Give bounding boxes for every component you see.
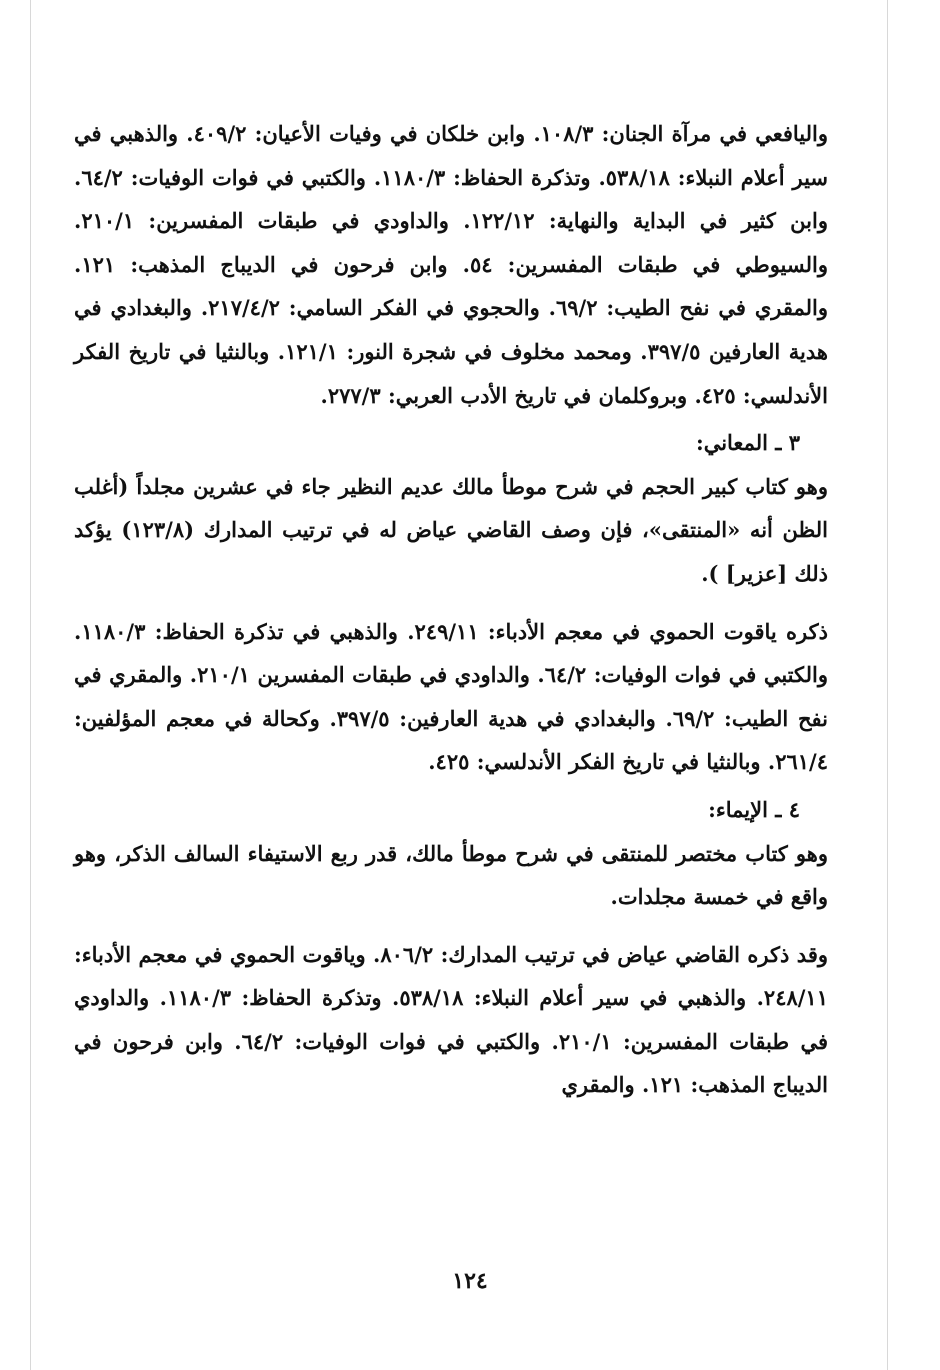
paragraph-maani-references: ذكره ياقوت الحموي في معجم الأدباء: ٢٤٩/١١. والذهبي في تذكرة الحفاظ: ١١٨٠/٣. والكتبي في فوات الوفيات: ٦٤/٢. والداودي في طبقات المفسرين ٢١٠/١. والمقري في نفح الطيب: ٦٩/٢. والبغدادي في هدية العارفين: ٣٩٧/٥. وكحالة في معجم المؤلفين: ٢٦١/٤. وبالنثيا في تاريخ الفكر الأندلسي: ٤٢٥.: [74, 618, 828, 775]
section-heading-maani: ٣ ـ المعاني:: [695, 430, 800, 456]
paragraph-imaa-references: وقد ذكره القاضي عياض في ترتيب المدارك: ٨٠٦/٢. وياقوت الحموي في معجم الأدباء: ٢٤٨/١١. والذهبي في سير أعلام النبلاء: ٥٣٨/١٨. وتذكرة الحفاظ: ١١٨٠/٣. والداودي في طبقات المفسرين: ٢١٠/١. والكتبي في فوات الوفيات: ٦٤/٢. وابن فرحون في الديباج المذهب: ١٢١. والمقري: [74, 941, 828, 1098]
scan-line-left: [30, 0, 31, 1370]
paragraph-imaa-description: وهو كتاب مختصر للمنتقى في شرح موطأ مالك، قدر ربع الاستيفاء السالف الذكر، وهو واقع في خمسة مجلدات.: [74, 840, 828, 910]
scan-line-right: [887, 0, 888, 1370]
paragraph-maani-description: وهو كتاب كبير الحجم في شرح موطأ مالك عديم النظير جاء في عشرين مجلداً (أغلب الظن أنه «المنتقى»، فإن وصف القاضي عياض له في ترتيب المدارك (١٢٣/٨) يؤكد ذلك [عزير] ).: [74, 473, 828, 586]
page-body: [74, 112, 828, 1107]
paragraph-references: واليافعي في مرآة الجنان: ١٠٨/٣. وابن خلكان في وفيات الأعيان: ٤٠٩/٢. والذهبي في سير أعلام النبلاء: ٥٣٨/١٨. وتذكرة الحفاظ: ١١٨٠/٣. والكتبي في فوات الوفيات: ٦٤/٢. وابن كثير في البداية والنهاية: ١٢٢/١٢. والداودي في طبقات المفسرين: ٢١٠/١. والسيوطي في طبقات المفسرين: ٥٤. وابن فرحون في الديباج المذهب: ١٢١. والمقري في نفح الطيب: ٦٩/٢. والحجوي في الفكر السامي: ٢١٧/٤/٢. والبغدادي في هدية العارفين ٣٩٧/٥. ومحمد مخلوف في شجرة النور: ١٢١/١. وبالنثيا في تاريخ الفكر الأندلسي: ٤٢٥. وبروكلمان في تاريخ الأدب العربي: ٢٧٧/٣.: [74, 121, 828, 408]
page-number: ١٢٤: [452, 1268, 488, 1294]
section-heading-imaa: ٤ ـ الإيماء:: [708, 796, 800, 822]
